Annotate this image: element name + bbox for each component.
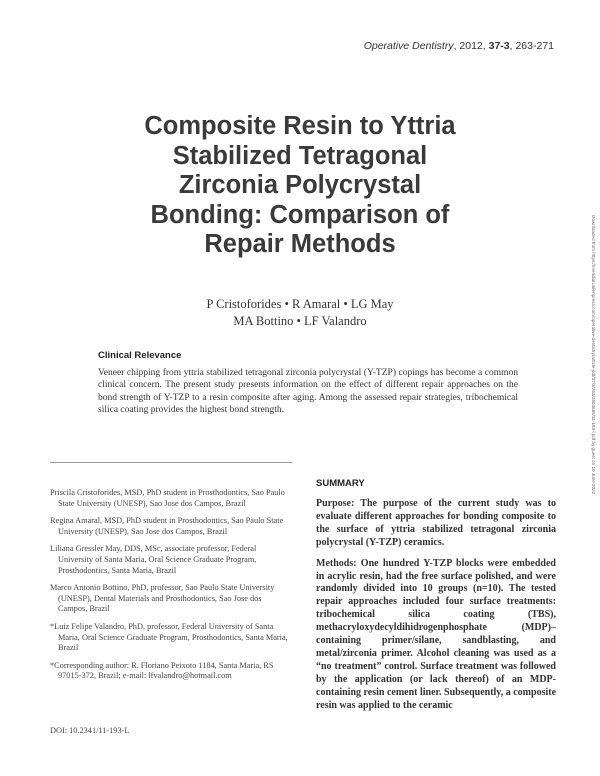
journal-volume: 37-3	[488, 40, 510, 52]
title-line: Stabilized Tetragonal	[172, 141, 428, 170]
title-line: Repair Methods	[204, 230, 396, 258]
summary-methods: Methods: One hundred Y-TZP blocks were embedded in acrylic resin, had the free surface polished, and were randomly divided into 10 groups (n=10). The tested repair approaches included four surface treatments: tribochemical silica coating (TBS), methacryloxydecyldihidrogenphosphate (MDP)–containing primer/silane, sandblasting, and metal/zirconia primer. Alcohol cleaning was used as a “no treatment” control. Surface treatment was followed by the application (or lack thereof) of an MDP-containing resin cement liner. Subsequently, a composite resin was applied to the ceramic	[316, 557, 557, 711]
journal-citation	[364, 40, 554, 52]
affiliation-item: Priscila Cristoforides, MSD, PhD student in Prosthodontics, Sao Paulo State University (UNESP), Sao Jose dos Campos, Brazil	[50, 488, 285, 508]
clinical-relevance-heading: Clinical Relevance	[98, 350, 182, 361]
affiliations	[50, 488, 292, 689]
article-title	[0, 112, 600, 260]
title-line: Zirconia Polycrystal	[178, 171, 422, 199]
summary-section	[316, 478, 556, 721]
clinical-relevance-text: Veneer chipping from yttria stabilized tetragonal zirconia polycrystal (Y-TZP) copings has become a common clinical concern. The present study presents information on the effect of different repair approaches on the bond strength of Y-TZP to a resin composite after aging. Among the assessed repair strategies, tribochemical silica coating provides the highest bond strength.	[98, 368, 518, 416]
title-line: Composite Resin to Yttria	[144, 112, 456, 140]
journal-pages: , 263-271	[509, 40, 554, 52]
affiliation-item: *Luiz Felipe Valandro, PhD, professor, Federal University of Santa Maria, Oral Science Graduate Program, Prosthodontics, Santa Maria, Brazil	[50, 621, 288, 653]
title-line: Bonding: Comparison of	[150, 200, 450, 229]
summary-heading: SUMMARY	[316, 478, 365, 489]
affiliation-item: Marco Antonio Bottino, PhD, professor, Sao Paulo State University (UNESP), Dental Materials and Prosthodontics, Sao Jose dos Campos, Brazil	[50, 583, 275, 614]
divider	[50, 462, 292, 463]
authors-line-1: P Cristoforides • R Amaral • LG May	[206, 297, 394, 311]
journal-name: Operative Dentistry	[363, 40, 454, 52]
doi: DOI: 10.2341/11-193-L	[50, 726, 130, 735]
download-watermark	[589, 215, 597, 760]
affiliation-item: *Corresponding author: R. Floriano Peixoto 1184, Santa Maria, RS 97015-372, Brazil; e-mail: lfvalandro@hotmail.com	[50, 660, 274, 681]
affiliation-item: Regina Amaral, MSD, PhD student in Prosthodontics, Sao Paulo State University (UNESP), Sao Jose dos Campos, Brazil	[50, 516, 284, 536]
clinical-relevance-section	[98, 350, 518, 417]
summary-purpose: Purpose: The purpose of the current study was to evaluate different approaches for bonding composite to the surface of yttria stabilized tetragonal zirconia polycrystal (Y-TZP) ceramics.	[316, 498, 556, 548]
authors-line-2: MA Bottino • LF Valandro	[233, 314, 367, 328]
author-list	[0, 296, 600, 330]
journal-year: , 2012,	[453, 40, 489, 52]
download-note: Downloaded from https://meridian.allenpress.com/operative-dentistry/article-pdf/37/3/263/1804665/11-193-l.pdf by guest on 10 June 2022	[591, 215, 596, 495]
affiliation-item: Liliana Gressler May, DDS, MSc, associate professor, Federal University of Santa Maria, Oral Science Graduate Program, Prosthodontics, Santa Maria, Brazil	[50, 544, 257, 575]
